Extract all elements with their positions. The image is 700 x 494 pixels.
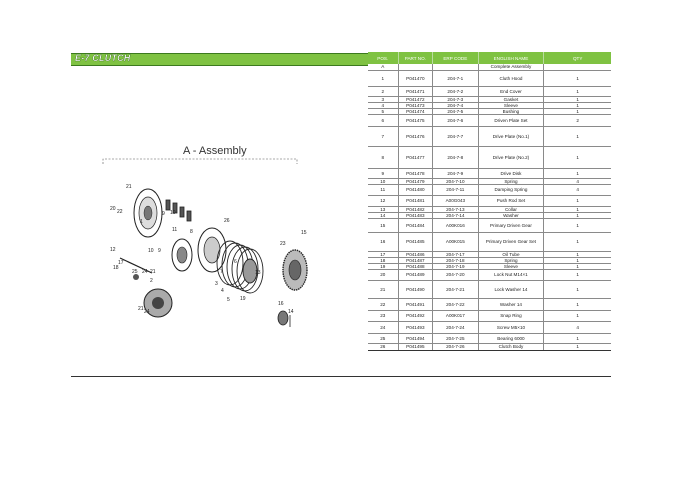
table-row: [368, 195, 611, 206]
cell-pos: 14: [368, 212, 398, 218]
table-row: [368, 114, 611, 126]
exploded-clutch-diagram: [100, 155, 330, 335]
cell-part: P041486: [398, 251, 433, 257]
table-row: [368, 218, 611, 232]
header-english-name: ENGLISH NAME: [478, 52, 544, 64]
cell-part: P041474: [398, 108, 433, 114]
cell-pos: 21: [368, 280, 398, 298]
cell-qty: 1: [544, 168, 611, 178]
callout-21b: 21: [150, 269, 156, 275]
callout-13: 13: [255, 270, 261, 276]
cell-pos: 16: [368, 232, 398, 251]
cell-name: Bearing 6000: [478, 333, 544, 343]
cell-part: P041485: [398, 232, 433, 251]
cell-name: Snap Ring: [478, 310, 544, 321]
header-part-no: PART NO.: [398, 52, 433, 64]
cell-erp: 204-7-24: [433, 321, 478, 333]
cell-name: Primary Driven Gear Set: [478, 232, 544, 251]
cell-pos: 26: [368, 343, 398, 350]
table-header-row: [368, 52, 611, 64]
cell-name: Spring: [478, 178, 544, 184]
callout-10: 10: [170, 210, 176, 216]
cell-erp: 204-7-13: [433, 206, 478, 212]
cell-erp: 204-7-25: [433, 333, 478, 343]
callout-26: 26: [224, 218, 230, 224]
callout-25: 25: [132, 269, 138, 275]
cell-name: Sleeve: [478, 102, 544, 108]
cell-part: P041492: [398, 310, 433, 321]
diagram-caption: A - Assembly: [183, 145, 247, 157]
callout-3: 3: [215, 281, 218, 287]
cell-part: P041481: [398, 195, 433, 206]
section-title: E-7 CLUTCH: [75, 53, 131, 63]
plate-stack: [217, 241, 263, 293]
cell-erp: 204-7-6: [433, 114, 478, 126]
cell-erp: 204-7-5: [433, 108, 478, 114]
cell-erp: 204-7-4: [433, 102, 478, 108]
cell-part: P041473: [398, 102, 433, 108]
cell-part: P041491: [398, 298, 433, 310]
callout-4: 4: [221, 288, 224, 294]
table-row: [368, 232, 611, 251]
cell-part: P041494: [398, 333, 433, 343]
cell-qty: 1: [544, 218, 611, 232]
cell-pos: 3: [368, 96, 398, 102]
table-row: [368, 321, 611, 333]
cell-erp: 204-7-19: [433, 263, 478, 269]
cell-erp: 204-7-8: [433, 146, 478, 168]
callout-21c: 21: [138, 306, 144, 312]
drive-disk: [172, 239, 192, 271]
cell-qty: 1: [544, 333, 611, 343]
table-row: [368, 298, 611, 310]
callout-14: 14: [288, 309, 294, 315]
cell-erp: 204-7-20: [433, 269, 478, 280]
cell-name: End Cover: [478, 86, 544, 96]
cell-part: P041472: [398, 96, 433, 102]
cell-name: Screw M5×10: [478, 321, 544, 333]
cell-qty: 4: [544, 321, 611, 333]
cell-part: P041493: [398, 321, 433, 333]
cell-part: P041490: [398, 280, 433, 298]
cell-pos: 11: [368, 184, 398, 195]
cell-name: Bushing: [478, 108, 544, 114]
callout-5: 5: [227, 297, 230, 303]
cell-pos: 23: [368, 310, 398, 321]
cell-part: P041479: [398, 178, 433, 184]
cell-part: P041489: [398, 269, 433, 280]
callout-15: 15: [301, 230, 307, 236]
cell-name: Cluth Hood: [478, 70, 544, 86]
callout-9: 9: [162, 211, 165, 217]
cell-name: Lock Nut M14×1: [478, 269, 544, 280]
cell-qty: 1: [544, 102, 611, 108]
cell-pos: 4: [368, 102, 398, 108]
callout-11: 11: [172, 227, 178, 233]
cell-pos: 15: [368, 218, 398, 232]
cell-erp: 204-7-11: [433, 184, 478, 195]
cell-part: P041476: [398, 126, 433, 146]
parts-table-body: [368, 64, 611, 350]
cell-pos: 18: [368, 257, 398, 263]
cell-part: P041487: [398, 257, 433, 263]
cell-part: P041483: [398, 212, 433, 218]
cell-qty: 1: [544, 263, 611, 269]
cell-part: P041470: [398, 70, 433, 86]
cell-erp: 204-7-18: [433, 257, 478, 263]
table-row: [368, 146, 611, 168]
callout-6: 6: [234, 259, 237, 265]
cell-name: Gasket: [478, 96, 544, 102]
table-row: [368, 343, 611, 350]
cell-name: Complete Assembly: [478, 64, 544, 70]
cell-pos: 7: [368, 126, 398, 146]
cell-qty: 1: [544, 257, 611, 263]
callout-18: 18: [113, 265, 119, 271]
cell-erp: 204-7-9: [433, 168, 478, 178]
cell-pos: 12: [368, 195, 398, 206]
cell-name: Washer 14: [478, 298, 544, 310]
cell-name: Drive Plate (No.2): [478, 146, 544, 168]
table-row: [368, 280, 611, 298]
cell-name: Oil Tube: [478, 251, 544, 257]
cell-part: P041488: [398, 263, 433, 269]
cell-qty: 1: [544, 310, 611, 321]
cell-pos: 20: [368, 269, 398, 280]
cell-pos: 2: [368, 86, 398, 96]
cell-name: Clutch Body: [478, 343, 544, 350]
cell-part: P041480: [398, 184, 433, 195]
cell-pos: 8: [368, 146, 398, 168]
cell-qty: 1: [544, 280, 611, 298]
cell-pos: 17: [368, 251, 398, 257]
table-row: [368, 310, 611, 321]
cell-erp: 204-7-17: [433, 251, 478, 257]
cell-qty: 1: [544, 146, 611, 168]
table-row: [368, 184, 611, 195]
cell-erp: A00G043: [433, 195, 478, 206]
table-row: [368, 126, 611, 146]
cell-qty: 1: [544, 126, 611, 146]
callout-19: 19: [240, 296, 246, 302]
primary-driven-gear: [283, 250, 307, 290]
header-qty: QTY: [544, 52, 611, 64]
bottom-rule: [71, 376, 611, 377]
callout-12: 12: [110, 247, 116, 253]
header-erp-code: ERP CODE: [433, 52, 478, 64]
cell-erp: 204-7-3: [433, 96, 478, 102]
cell-qty: 1: [544, 343, 611, 350]
cell-part: P041475: [398, 114, 433, 126]
cell-name: Drive Disk: [478, 168, 544, 178]
cell-name: Push Rod Set: [478, 195, 544, 206]
cell-erp: 204-7-14: [433, 212, 478, 218]
cell-qty: 1: [544, 96, 611, 102]
cell-part: P041495: [398, 343, 433, 350]
callout-17: 17: [118, 260, 124, 266]
cell-erp: 204-7-1: [433, 70, 478, 86]
cell-pos: 1: [368, 70, 398, 86]
cell-erp: 204-7-22: [433, 298, 478, 310]
cell-qty: 1: [544, 70, 611, 86]
cell-name: Collar: [478, 206, 544, 212]
table-row: [368, 86, 611, 96]
callout-24b: 24: [144, 309, 150, 315]
cell-erp: 204-7-10: [433, 178, 478, 184]
cell-pos: 22: [368, 298, 398, 310]
callout-22: 22: [117, 209, 123, 215]
callout-8: 8: [190, 229, 193, 235]
cell-pos: 5: [368, 108, 398, 114]
cell-pos: 25: [368, 333, 398, 343]
callout-2: 2: [150, 278, 153, 284]
cell-pos: 13: [368, 206, 398, 212]
cell-qty: 2: [544, 114, 611, 126]
cell-qty: 1: [544, 251, 611, 257]
cell-name: Drive Plate (No.1): [478, 126, 544, 146]
cell-part: P041484: [398, 218, 433, 232]
callout-7: 7: [220, 269, 223, 275]
cell-pos: 10: [368, 178, 398, 184]
cell-qty: 1: [544, 195, 611, 206]
callout-1: 1: [140, 219, 143, 225]
cell-pos: 9: [368, 168, 398, 178]
callout-23: 23: [280, 241, 286, 247]
parts-table: [368, 52, 611, 351]
cell-qty: 1: [544, 212, 611, 218]
cell-qty: 1: [544, 86, 611, 96]
cell-name: Primary Driven Gear: [478, 218, 544, 232]
cell-part: P041477: [398, 146, 433, 168]
cell-erp: A00K017: [433, 310, 478, 321]
cell-pos: 24: [368, 321, 398, 333]
cell-pos: 6: [368, 114, 398, 126]
cell-qty: 1: [544, 232, 611, 251]
callout-9b: 9: [158, 248, 161, 254]
cell-part: P041471: [398, 86, 433, 96]
cell-part: P041482: [398, 206, 433, 212]
cell-part: P041478: [398, 168, 433, 178]
cell-qty: 4: [544, 178, 611, 184]
cell-qty: 1: [544, 298, 611, 310]
cell-name: Lock Washer 14: [478, 280, 544, 298]
cell-qty: 1: [544, 206, 611, 212]
callout-10b: 10: [148, 248, 154, 254]
table-row: [368, 168, 611, 178]
cell-erp: A00K015: [433, 232, 478, 251]
callout-16: 16: [278, 301, 284, 307]
cell-pos: 19: [368, 263, 398, 269]
cell-qty: 1: [544, 108, 611, 114]
cell-erp: 204-7-2: [433, 86, 478, 96]
cell-erp: A00K016: [433, 218, 478, 232]
table-row: [368, 333, 611, 343]
cell-qty: 1: [544, 269, 611, 280]
cell-name: Spring: [478, 257, 544, 263]
cell-erp: 204-7-7: [433, 126, 478, 146]
cell-name: Washer: [478, 212, 544, 218]
cell-erp: 204-7-26: [433, 343, 478, 350]
cell-pos: A: [368, 64, 398, 70]
table-row: [368, 70, 611, 86]
cell-qty: 4: [544, 184, 611, 195]
cell-name: Driven Plate Set: [478, 114, 544, 126]
cell-name: Damping Spring: [478, 184, 544, 195]
clutch-hood: [134, 189, 162, 237]
callout-21: 21: [126, 184, 132, 190]
section-title-bar: [71, 53, 368, 66]
cell-erp: 204-7-21: [433, 280, 478, 298]
header-pos: POS.: [368, 52, 398, 64]
callout-20: 20: [110, 206, 116, 212]
cell-name: Sleeve: [478, 263, 544, 269]
table-row: [368, 269, 611, 280]
callout-24: 24: [142, 269, 148, 275]
